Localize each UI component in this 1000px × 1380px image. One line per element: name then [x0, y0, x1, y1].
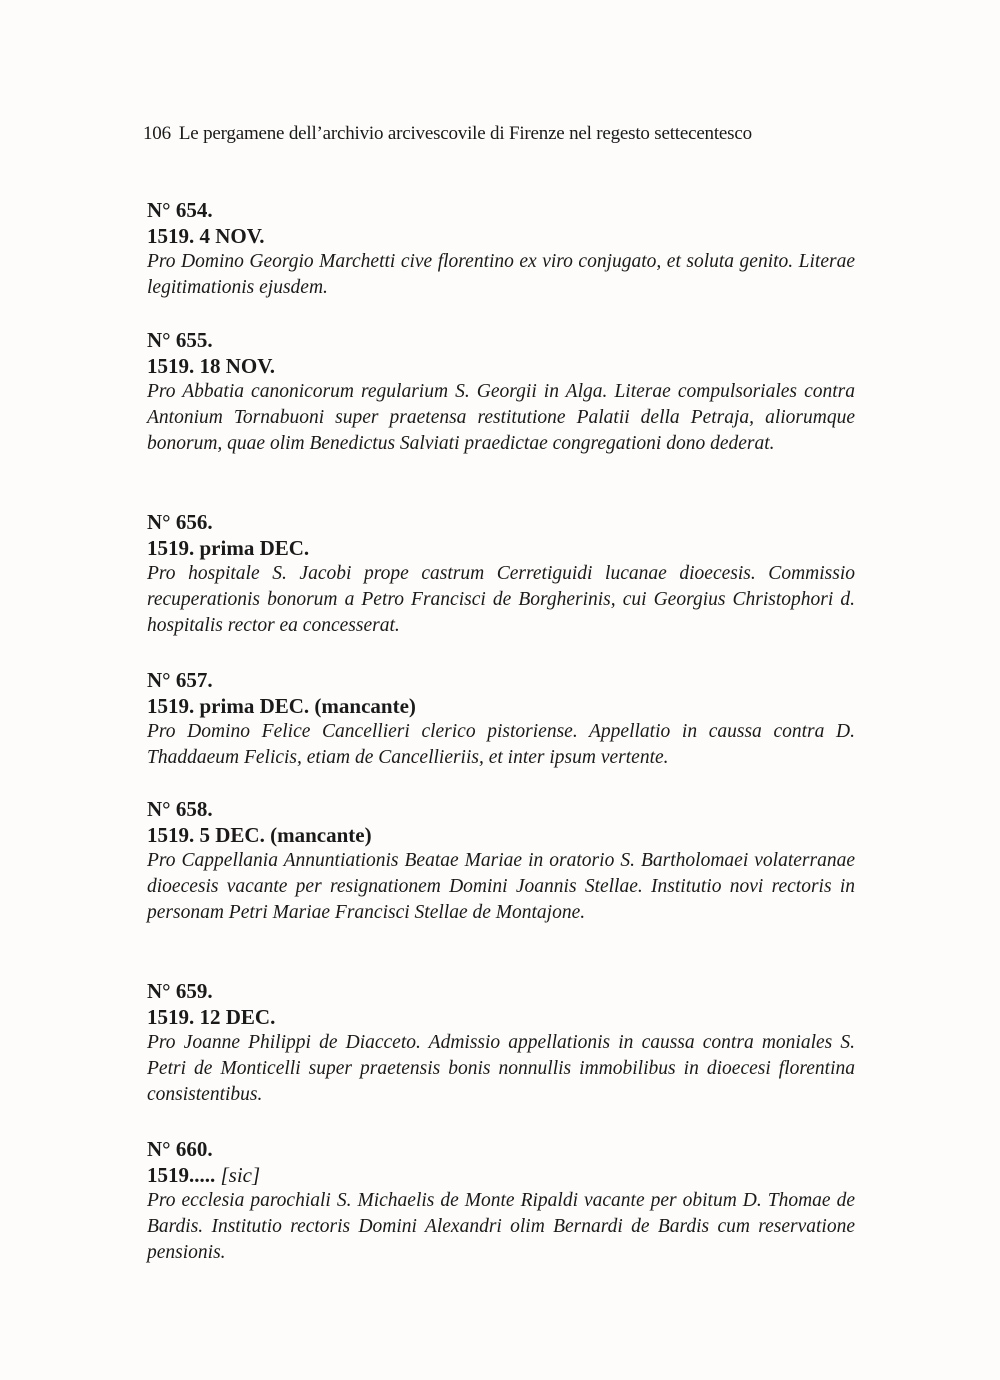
entry-date: 1519. 4 NOV.	[147, 224, 265, 248]
entry-date: 1519. 5 DEC. (mancante)	[147, 823, 372, 847]
entry-date: 1519. 18 NOV.	[147, 354, 275, 378]
entry-658	[147, 796, 855, 927]
entry-date: 1519. 12 DEC.	[147, 1005, 276, 1029]
entry-text: Pro Joanne Philippi de Diacceto. Admissio appellationis in caussa contra moniales S. Petri de Monticelli super praetensis bonis nonnullis immobilibus in dioecesi florentina consistentibus.	[147, 1032, 855, 1106]
entry-number: N° 657.	[147, 668, 213, 692]
entry-text: Pro Cappellania Annuntiationis Beatae Mariae in oratorio S. Bartholomaei volaterranae dioecesis vacante per resignationem Domini Joannis Stellae. Institutio novi rectoris in personam Petri Mariae Francisci Stellae de Montajone.	[147, 850, 855, 924]
entry-number: N° 658.	[147, 797, 213, 821]
entry-659	[147, 978, 855, 1109]
sic-note: [sic]	[220, 1163, 261, 1187]
entry-number: N° 656.	[147, 510, 213, 534]
entry-654	[147, 197, 855, 301]
page-number: 106	[143, 123, 171, 144]
entry-date: 1519. prima DEC.	[147, 536, 310, 560]
running-header	[143, 123, 752, 145]
entry-number: N° 654.	[147, 198, 213, 222]
entry-655	[147, 327, 855, 458]
entry-text: Pro Domino Felice Cancellieri clerico pistoriense. Appellatio in caussa contra D. Thaddaeum Felicis, etiam de Cancellieriis, et inter ipsum vertente.	[147, 721, 855, 769]
entry-date: 1519..... [sic]	[147, 1163, 261, 1187]
entry-656	[147, 509, 855, 640]
entry-660	[147, 1136, 855, 1267]
running-title: Le pergamene dell’archivio arcivescovile di Firenze nel regesto settecentesco	[178, 123, 752, 144]
entry-number: N° 659.	[147, 979, 213, 1003]
entry-text: Pro Domino Georgio Marchetti cive florentino ex viro conjugato, et soluta genito. Literae legitimationis ejusdem.	[147, 251, 855, 299]
entry-text: Pro ecclesia parochiali S. Michaelis de Monte Ripaldi vacante per obitum D. Thomae de Bardis. Institutio rectoris Domini Alexandri olim Bernardi de Bardis cum reservatione pensionis.	[147, 1190, 855, 1264]
entry-text: Pro hospitale S. Jacobi prope castrum Cerretiguidi lucanae dioecesis. Commissio recuperationis bonorum a Petro Francisci de Borgherinis, cui Georgius Christophori d. hospitalis rector ea concesserat.	[147, 563, 855, 637]
entry-text: Pro Abbatia canonicorum regularium S. Georgii in Alga. Literae compulsoriales contra Antonium Tornabuoni super praetensa restitutione Palatii della Petraja, aliorumque bonorum, quae olim Benedictus Salviati praedictae congregationi dono dederat.	[147, 381, 855, 455]
entry-date: 1519. prima DEC. (mancante)	[147, 694, 416, 718]
entry-number: N° 660.	[147, 1137, 213, 1161]
entry-number: N° 655.	[147, 328, 213, 352]
entry-657	[147, 667, 855, 771]
